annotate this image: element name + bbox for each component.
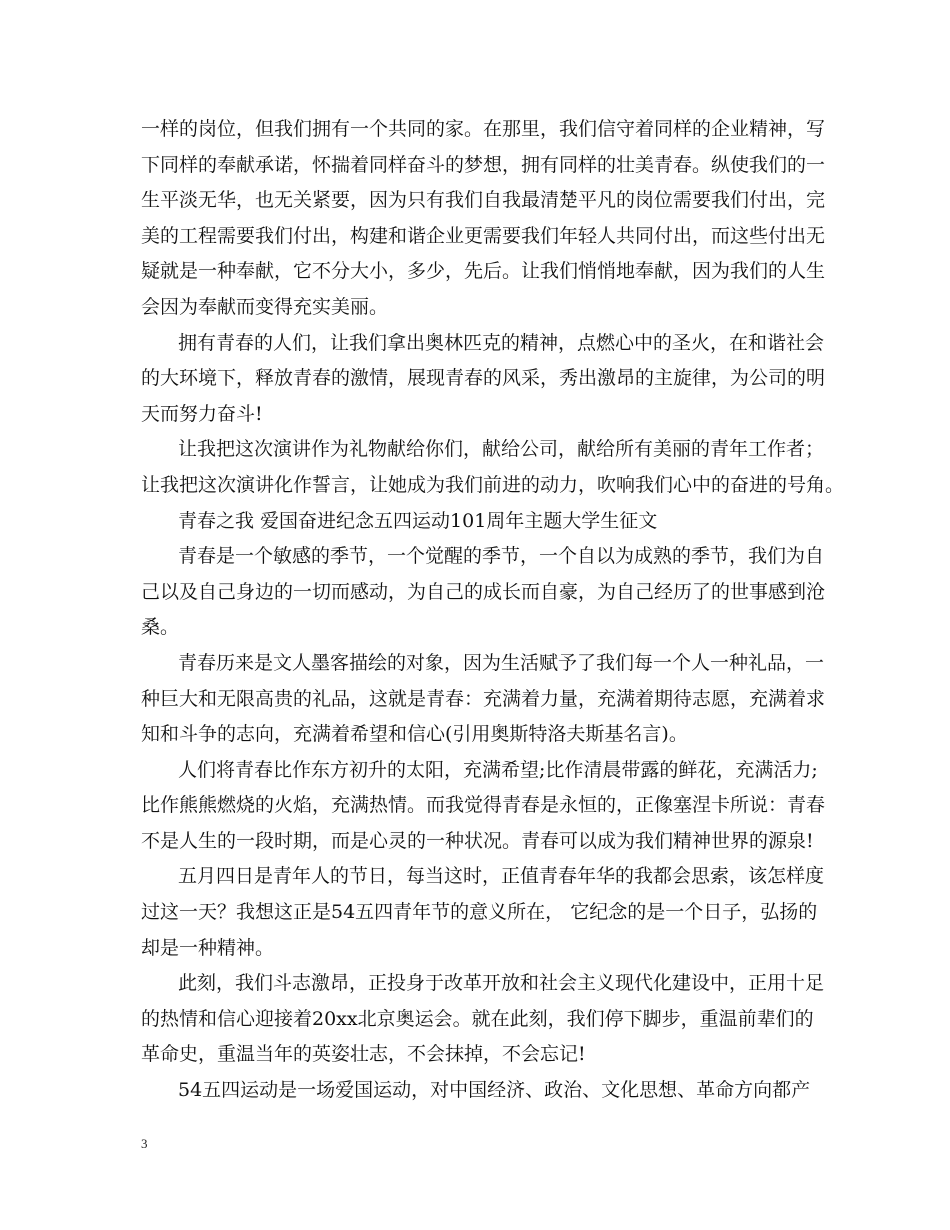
text-line: 此刻，我们斗志激昂，正投身于改革开放和社会主义现代化建设中，正用十足: [178, 972, 825, 995]
text-line: 54五四运动是一场爱国运动，对中国经济、政治、文化思想、革命方向都产: [178, 1079, 811, 1102]
text-line: 的大环境下，释放青春的激情，展现青春的风采，秀出激昂的主旋律，为公司的明: [141, 367, 826, 390]
text-line: 己以及自己身边的一切而感动，为自己的成长而自豪，为自己经历了的世事感到沧: [141, 580, 826, 603]
paragraph: [141, 753, 826, 860]
paragraph: [141, 504, 810, 540]
text-line: 美的工程需要我们付出，构建和谐企业更需要我们年轻人共同付出，而这些付出无: [141, 224, 826, 247]
text-line: 桑。: [141, 616, 180, 639]
paragraph: [141, 539, 826, 646]
text-line: 让我把这次演讲作为礼物献给你们，献给公司，献给所有美丽的青年工作者；: [178, 438, 825, 461]
paragraph: [141, 966, 825, 1073]
text-line: 革命史，重温当年的英姿壮志，不会抹掉，不会忘记!: [141, 1043, 586, 1066]
text-line: 不是人生的一段时期，而是心灵的一种状况。青春可以成为我们精神世界的源泉!: [141, 829, 814, 852]
text-line: 种巨大和无限高贵的礼品，这就是青春：充满着力量，充满着期待志愿，充满着求: [141, 687, 826, 710]
text-line: 会因为奉献而变得充实美丽。: [141, 295, 389, 318]
paragraph: [141, 432, 845, 503]
paragraph: [141, 1073, 810, 1109]
text-line: 青春之我 爱国奋进纪念五四运动101周年主题大学生征文: [178, 509, 658, 532]
text-line: 比作熊熊燃烧的火焰，充满热情。而我觉得青春是永恒的，正像塞涅卡所说：青春: [141, 794, 826, 817]
paragraph: [141, 326, 826, 433]
text-line: 青春历来是文人墨客描绘的对象，因为生活赋予了我们每一个人一种礼品，一: [178, 651, 825, 674]
document-body: [141, 112, 845, 1109]
text-line: 的热情和信心迎接着20xx北京奥运会。就在此刻，我们停下脚步，重温前辈们的: [141, 1007, 814, 1030]
page-number: 3: [141, 1136, 148, 1151]
text-line: 过这一天？我想这正是54五四青年节的意义所在， 它纪念的是一个日子，弘扬的: [141, 901, 818, 924]
text-line: 天而努力奋斗!: [141, 402, 263, 425]
text-line: 疑就是一种奉献，它不分大小，多少，先后。让我们悄悄地奉献，因为我们的人生: [141, 260, 826, 283]
text-line: 下同样的奉献承诺，怀揣着同样奋斗的梦想，拥有同样的壮美青春。纵使我们的一: [141, 153, 826, 176]
text-line: 青春是一个敏感的季节，一个觉醒的季节，一个自以为成熟的季节，我们为自: [178, 545, 825, 568]
text-line: 人们将青春比作东方初升的太阳，充满希望;比作清晨带露的鲜花，充满活力;: [178, 758, 818, 781]
text-line: 让我把这次演讲化作誓言，让她成为我们前进的动力，吹响我们心中的奋进的号角。: [141, 473, 845, 496]
text-line: 知和斗争的志向，充满着希望和信心(引用奥斯特洛夫斯基名言)。: [141, 723, 688, 746]
paragraph: [141, 646, 826, 753]
text-line: 五月四日是青年人的节日，每当这时，正值青春年华的我都会思索，该怎样度: [178, 865, 825, 888]
text-line: 拥有青春的人们，让我们拿出奥林匹克的精神，点燃心中的圣火，在和谐社会: [178, 331, 825, 354]
text-line: 生平淡无华，也无关紧要，因为只有我们自我最清楚平凡的岗位需要我们付出，完: [141, 189, 826, 212]
paragraph: [141, 112, 826, 326]
paragraph: [141, 859, 825, 966]
text-line: 一样的岗位，但我们拥有一个共同的家。在那里，我们信守着同样的企业精神，写: [141, 118, 826, 140]
text-line: 却是一种精神。: [141, 936, 275, 959]
